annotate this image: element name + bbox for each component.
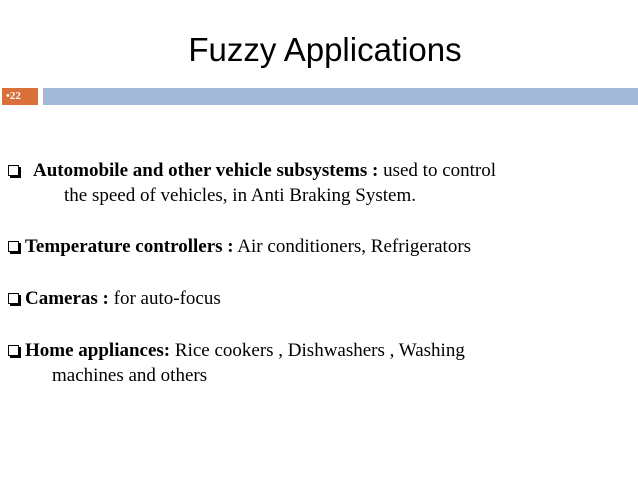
bullet-text: for auto-focus [108, 288, 221, 309]
bullet-item [8, 158, 496, 183]
page-number: •22 [2, 88, 38, 105]
checkbox-bullet-icon [8, 165, 19, 176]
bullet-term: Automobile and other vehicle subsystems : [33, 160, 379, 181]
slide-title: Fuzzy Applications [188, 31, 462, 68]
header-bar [43, 88, 638, 105]
bullet-text: Air conditioners, Refrigerators [233, 236, 472, 257]
bullet-item [8, 234, 471, 259]
bullet-item [8, 338, 465, 363]
checkbox-bullet-icon [8, 293, 19, 304]
bullet-item [8, 286, 221, 311]
bullet-text: Rice cookers , Dishwashers , Washing [170, 340, 465, 361]
bullet-term: Cameras : [25, 288, 109, 309]
bullet-continuation: machines and others [52, 365, 208, 386]
bullet-term: Temperature controllers : [25, 236, 234, 257]
checkbox-bullet-icon [8, 345, 19, 356]
bullet-text: used to control [378, 160, 497, 181]
checkbox-bullet-icon [8, 241, 19, 252]
bullet-term: Home appliances: [25, 340, 171, 361]
bullet-continuation: the speed of vehicles, in Anti Braking System. [64, 185, 416, 206]
